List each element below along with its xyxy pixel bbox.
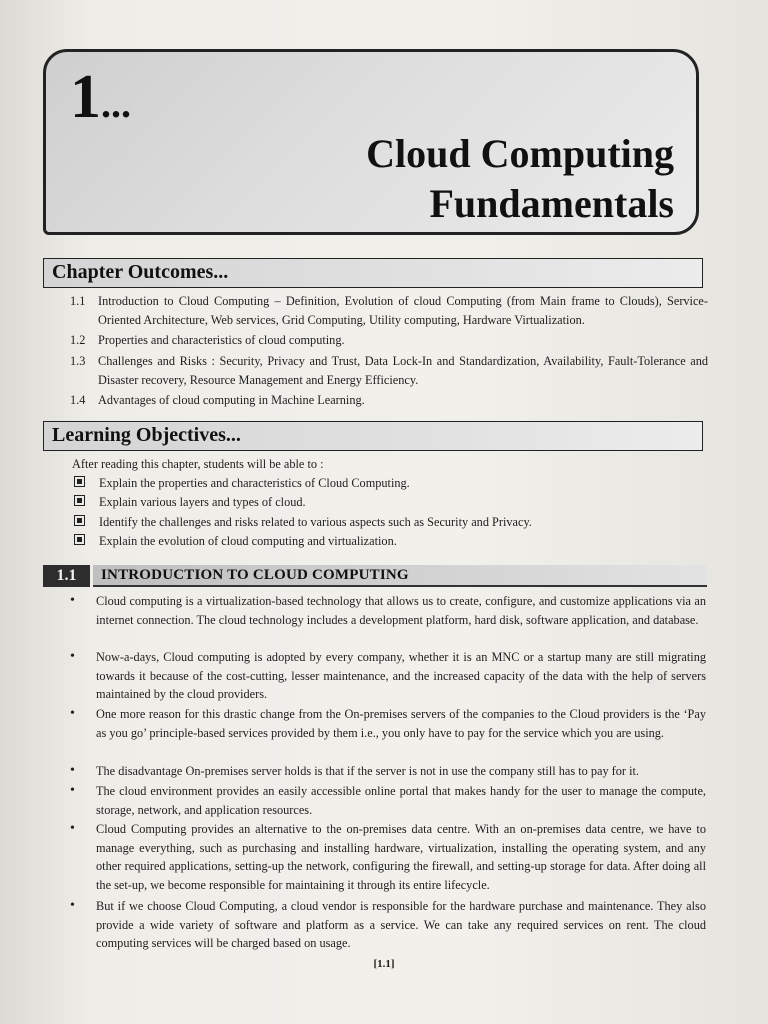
- chapter-number: 1...: [70, 63, 131, 131]
- objective-item: [74, 474, 410, 493]
- bullet-text: Cloud Computing provides an alternative to the on-premises data centre. With an on-premises data centre, we have to manage everything, such as purchasing and installing hardware, virtualization, installing the operating system, and any other required applications, setting-up the network, configuring the firewall, and setting-up storage for data. After doing all the set-up, we become responsible for maintaining it through its entire lifecycle.: [96, 822, 706, 892]
- bullet-dot-icon: •: [70, 821, 75, 836]
- chapter-outcomes-heading: Chapter Outcomes...: [52, 261, 229, 283]
- bullet-dot-icon: •: [70, 649, 75, 664]
- bullet-dot-icon: •: [70, 593, 75, 608]
- outcome-text: Properties and characteristics of cloud computing.: [98, 333, 345, 347]
- learning-objectives-heading: Learning Objectives...: [52, 424, 241, 446]
- outcome-text: Introduction to Cloud Computing – Definition, Evolution of cloud Computing (from Main frame to Clouds), Service-Oriented Architecture, Web services, Grid Computing, Utility computing, Hardware Virtualization.: [98, 294, 708, 327]
- objectives-intro: After reading this chapter, students will be able to :: [72, 457, 324, 471]
- learning-objectives-heading-box: [43, 421, 703, 451]
- bullet-dot-icon: •: [70, 706, 75, 721]
- bullet-dot-icon: •: [70, 783, 75, 798]
- outcome-number: 1.4: [70, 393, 86, 407]
- outcome-text: Advantages of cloud computing in Machine Learning.: [98, 393, 365, 407]
- section-heading: [43, 565, 707, 587]
- outcome-text: Challenges and Risks : Security, Privacy and Trust, Data Lock-In and Standardization, Availability, Fault-Tolerance and Disaster recovery, Resource Management and Energy Efficiency.: [98, 354, 708, 387]
- section-title: INTRODUCTION TO CLOUD COMPUTING: [101, 567, 409, 583]
- bullet-text: Cloud computing is a virtualization-based technology that allows us to create, configure, and customize applications via an internet connection. The cloud technology includes a development platform, hard disk, software application, and database.: [96, 594, 706, 627]
- bullet-text: The cloud environment provides an easily accessible online portal that makes handy for the user to manage the compute, storage, network, and application resources.: [96, 784, 706, 817]
- checkbox-bullet-icon: [74, 495, 85, 506]
- bullet-text: One more reason for this drastic change from the On-premises servers of the companies to the Cloud providers is the ‘Pay as you go’ principle-based services provided by them i.e., you only have to pay for the service which you are using.: [96, 707, 706, 740]
- bullet-dot-icon: •: [70, 898, 75, 913]
- checkbox-bullet-icon: [74, 534, 85, 545]
- checkbox-bullet-icon: [74, 515, 85, 526]
- bullet-text: But if we choose Cloud Computing, a cloud vendor is responsible for the hardware purchase and maintenance. They also provide a wide variety of software and platform as a service. We can take any required services on rent. The cloud computing services will be charged based on usage.: [96, 899, 706, 950]
- chapter-title-line-1: Cloud Computing: [366, 131, 674, 176]
- page-number: [1.1]: [373, 958, 395, 970]
- bullet-text: The disadvantage On-premises server holds is that if the server is not in use the company still has to pay for it.: [96, 764, 639, 778]
- outcome-number: 1.2: [70, 333, 86, 347]
- objective-text: Explain various layers and types of cloud.: [99, 495, 306, 509]
- objective-item: [74, 532, 397, 551]
- checkbox-bullet-icon: [74, 476, 85, 487]
- objective-item: [74, 493, 306, 512]
- objective-text: Explain the evolution of cloud computing and virtualization.: [99, 534, 397, 548]
- chapter-outcomes-heading-box: [43, 258, 703, 288]
- outcome-number: 1.3: [70, 354, 86, 368]
- objective-text: Explain the properties and characteristics of Cloud Computing.: [99, 476, 410, 490]
- section-number: 1.1: [43, 565, 90, 587]
- objective-item: [74, 513, 532, 532]
- chapter-title-line-2: Fundamentals: [429, 181, 674, 226]
- bullet-dot-icon: •: [70, 763, 75, 778]
- objective-text: Identify the challenges and risks related to various aspects such as Security and Privacy.: [99, 515, 532, 529]
- bullet-text: Now-a-days, Cloud computing is adopted by every company, whether it is an MNC or a startup many are still migrating towards it because of the cost-cutting, lesser maintenance, and the increased capacity of the data with the help of servers maintained by the cloud providers.: [96, 650, 706, 701]
- outcome-number: 1.1: [70, 294, 86, 308]
